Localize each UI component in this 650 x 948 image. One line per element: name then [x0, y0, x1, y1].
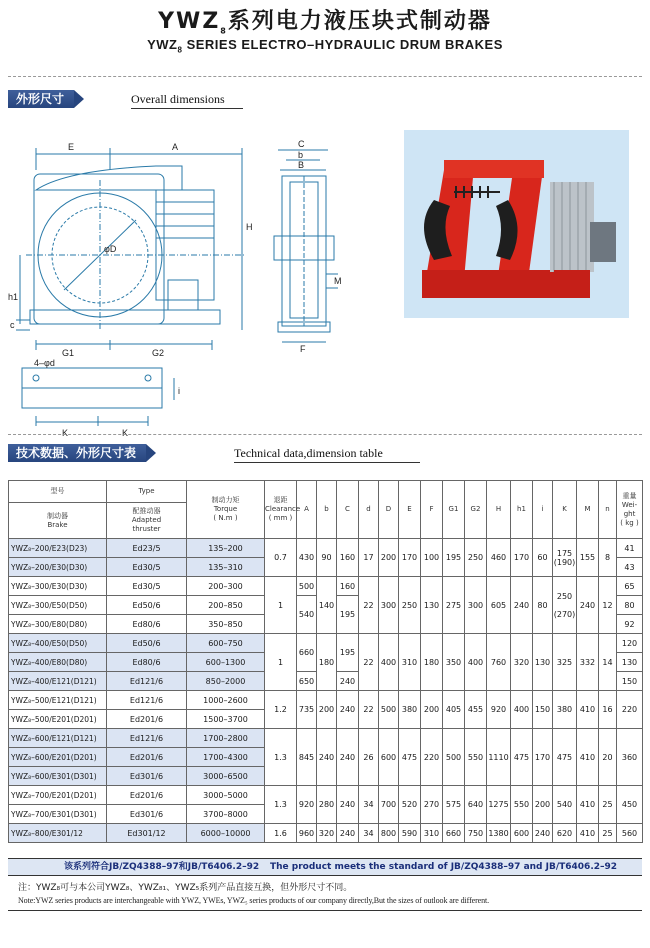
col-head-clearance: 退距 Clearance ( mm ) — [265, 481, 297, 539]
section-title-table: Technical data,dimension table — [234, 446, 420, 463]
table-cell: 135–200 — [187, 539, 265, 558]
table-cell: 240 — [337, 786, 359, 824]
table-cell: 600 — [379, 729, 399, 786]
table-cell: 200–300 — [187, 577, 265, 596]
table-cell: 150 — [617, 672, 643, 691]
table-cell: 560 — [617, 824, 643, 843]
table-cell: 310 — [399, 634, 421, 691]
table-cell: 400 — [465, 634, 487, 691]
table-cell: YWZ₈–300/E80(D80) — [9, 615, 107, 634]
table-cell: 600 — [511, 824, 533, 843]
col-head-brake: 制动器 Brake — [9, 503, 107, 539]
table-cell: 240 — [337, 729, 359, 786]
dim-label-f: F — [300, 344, 306, 354]
table-cell: 195 — [443, 539, 465, 577]
table-cell: 1 — [265, 577, 297, 634]
section-title-overall: Overall dimensions — [131, 92, 243, 109]
table-cell: 360 — [617, 729, 643, 786]
table-cell: YWZ₈–600/E301(D301) — [9, 767, 107, 786]
dim-label-i: i — [178, 386, 180, 396]
table-cell: 455 — [465, 691, 487, 729]
table-cell: 500 — [379, 691, 399, 729]
table-cell: 20 — [599, 729, 617, 786]
table-cell: 3000–6500 — [187, 767, 265, 786]
table-cell: 135–310 — [187, 558, 265, 577]
table-cell: 605 — [487, 577, 511, 634]
table-cell: 240 — [317, 729, 337, 786]
table-cell: 1275 — [487, 786, 511, 824]
table-cell: 280 — [317, 786, 337, 824]
dim-label-b-upper: B — [298, 160, 305, 170]
table-cell: YWZ₈–400/E121(D121) — [9, 672, 107, 691]
table-cell: 34 — [359, 786, 379, 824]
table-cell: 1110 — [487, 729, 511, 786]
table-cell: 26 — [359, 729, 379, 786]
table-cell: YWZ₈–300/E50(D50) — [9, 596, 107, 615]
table-cell: 150 — [533, 691, 553, 729]
table-cell: 130 — [421, 577, 443, 634]
table-cell: 80 — [533, 577, 553, 634]
table-cell: 410 — [577, 786, 599, 824]
table-cell: 200 — [421, 691, 443, 729]
table-cell: 320 — [511, 634, 533, 691]
table-cell: 250 — [465, 539, 487, 577]
table-cell: 1 — [265, 634, 297, 691]
table-cell: 575 — [443, 786, 465, 824]
table-cell: 25 — [599, 786, 617, 824]
table-cell: 540 — [297, 596, 317, 634]
table-cell: 660 — [297, 634, 317, 672]
table-cell: 16 — [599, 691, 617, 729]
col-head-thruster: 配推动器 Adapted thruster — [107, 503, 187, 539]
table-cell: 920 — [297, 786, 317, 824]
table-cell: 750 — [465, 824, 487, 843]
table-cell: YWZ₈–700/E301(D301) — [9, 805, 107, 824]
table-cell: 500 — [443, 729, 465, 786]
table-cell: Ed201/6 — [107, 786, 187, 805]
table-cell: 140 — [317, 577, 337, 634]
table-cell: 600–1300 — [187, 653, 265, 672]
table-cell: 80 — [617, 596, 643, 615]
table-cell: 475 — [511, 729, 533, 786]
dim-label-c-upper: C — [298, 139, 305, 149]
table-cell: YWZ₈–200/E23(D23) — [9, 539, 107, 558]
col-head-type: Type — [107, 481, 187, 503]
page-title-en: $YWZ_8$ SERIES ELECTRO–HYDRAULIC DRUM BRAKES — [147, 37, 503, 55]
table-cell: 540 — [553, 786, 577, 824]
table-cell: Ed30/5 — [107, 558, 187, 577]
table-cell: 250 — [399, 577, 421, 634]
table-cell: 120 — [617, 634, 643, 653]
table-cell: YWZ₈–500/E201(D201) — [9, 710, 107, 729]
table-cell: 1.2 — [265, 691, 297, 729]
table-cell: 735 — [297, 691, 317, 729]
table-cell: 240 — [533, 824, 553, 843]
table-cell: Ed50/6 — [107, 596, 187, 615]
table-cell: 460 — [487, 539, 511, 577]
table-cell: Ed121/6 — [107, 691, 187, 710]
table-cell: Ed50/6 — [107, 634, 187, 653]
table-cell: 845 — [297, 729, 317, 786]
table-cell: 400 — [379, 634, 399, 691]
table-cell: Ed30/5 — [107, 577, 187, 596]
dim-label-a: A — [172, 142, 179, 152]
table-cell: 12 — [599, 577, 617, 634]
table-cell: 700 — [379, 786, 399, 824]
col-head-f: F — [421, 481, 443, 539]
table-cell: YWZ₈–600/E201(D201) — [9, 748, 107, 767]
divider — [8, 434, 642, 435]
table-cell: 180 — [317, 634, 337, 691]
table-cell: 550 — [511, 786, 533, 824]
table-cell: YWZ₈–800/E301/12 — [9, 824, 107, 843]
table-cell: 500 — [297, 577, 317, 596]
table-cell: 200 — [379, 539, 399, 577]
table-cell: YWZ₈–400/E80(D80) — [9, 653, 107, 672]
table-cell: 300 — [379, 577, 399, 634]
standard-en: The product meets the standard of JB/ZQ4388–97 and JB/T6406.2–92 — [270, 862, 618, 872]
table-cell: Ed301/12 — [107, 824, 187, 843]
table-cell: 520 — [399, 786, 421, 824]
dim-label-g2: G2 — [152, 348, 165, 358]
table-cell: 22 — [359, 577, 379, 634]
table-cell: 220 — [617, 691, 643, 729]
col-head-torque: 制动力矩 Torque ( N.m ) — [187, 481, 265, 539]
table-cell: 1.6 — [265, 824, 297, 843]
table-cell: 22 — [359, 691, 379, 729]
table-cell: Ed301/6 — [107, 805, 187, 824]
table-cell: 620 — [553, 824, 577, 843]
table-cell: 800 — [379, 824, 399, 843]
table-cell: 200 — [317, 691, 337, 729]
table-cell: YWZ₈–600/E121(D121) — [9, 729, 107, 748]
table-row — [9, 691, 643, 710]
table-cell: 22 — [359, 634, 379, 691]
col-head-model: 型号 — [9, 481, 107, 503]
table-cell: Ed23/5 — [107, 539, 187, 558]
dim-label-k1: K — [62, 428, 69, 438]
section-tag-table: 技术数据、外形尺寸表 — [8, 444, 146, 462]
dim-label-h: H — [246, 222, 253, 232]
table-cell: 760 — [487, 634, 511, 691]
table-cell: 380 — [399, 691, 421, 729]
table-cell: 650 — [297, 672, 317, 691]
side-view-drawing — [268, 136, 348, 366]
standard-cn: 该系列符合JB/ZQ4388–97和JB/T6406.2–92 — [64, 862, 260, 872]
table-cell: 350 — [443, 634, 465, 691]
table-cell: 14 — [599, 634, 617, 691]
dim-label-k2: K — [122, 428, 129, 438]
table-cell: Ed121/6 — [107, 672, 187, 691]
table-cell: 34 — [359, 824, 379, 843]
dim-label-b-lower: b — [298, 150, 304, 160]
dim-label-d-holes: 4–φd — [34, 358, 55, 368]
dim-label-e: E — [68, 142, 75, 152]
table-cell: 600–750 — [187, 634, 265, 653]
table-cell: 160 — [337, 539, 359, 577]
table-cell: 240 — [337, 672, 359, 691]
table-cell: 8 — [599, 539, 617, 577]
table-cell: 410 — [577, 729, 599, 786]
col-head-g1: G1 — [443, 481, 465, 539]
table-cell: 6000–10000 — [187, 824, 265, 843]
table-cell: 155 — [577, 539, 599, 577]
page-title-cn: $YWZ_8$系列电力液压块式制动器 — [158, 9, 492, 36]
table-cell: 41 — [617, 539, 643, 558]
dim-label-g1: G1 — [62, 348, 75, 358]
table-cell: 65 — [617, 577, 643, 596]
section-tag-overall: 外形尺寸 — [8, 90, 74, 108]
table-cell: 17 — [359, 539, 379, 577]
table-row — [9, 539, 643, 558]
product-photo — [404, 130, 629, 318]
table-cell: 590 — [399, 824, 421, 843]
table-cell: Ed201/6 — [107, 710, 187, 729]
col-head-c: C — [337, 481, 359, 539]
table-cell: 200 — [533, 786, 553, 824]
table-cell: 325 — [553, 634, 577, 691]
col-head-k: K — [553, 481, 577, 539]
table-cell: 350–850 — [187, 615, 265, 634]
table-cell: 195 — [337, 634, 359, 672]
table-cell: 1.3 — [265, 786, 297, 824]
table-cell: Ed80/6 — [107, 653, 187, 672]
table-cell: YWZ₈–700/E201(D201) — [9, 786, 107, 805]
table-cell: 920 — [487, 691, 511, 729]
table-cell: 240 — [337, 691, 359, 729]
standard-banner — [8, 858, 642, 876]
table-cell: YWZ₈–500/E121(D121) — [9, 691, 107, 710]
table-cell: 1000–2600 — [187, 691, 265, 710]
table-cell: 180 — [421, 634, 443, 691]
table-cell: 240 — [577, 577, 599, 634]
col-head-h: H — [487, 481, 511, 539]
table-cell: 410 — [577, 824, 599, 843]
table-cell: Ed80/6 — [107, 615, 187, 634]
table-cell: 475 — [399, 729, 421, 786]
table-row — [9, 577, 643, 596]
dim-label-m: M — [334, 276, 342, 286]
table-cell: 0.7 — [265, 539, 297, 577]
table-cell: 300 — [465, 577, 487, 634]
table-cell: 1700–4300 — [187, 748, 265, 767]
table-cell: 270 — [421, 786, 443, 824]
table-cell: 550 — [465, 729, 487, 786]
table-cell: 240 — [511, 577, 533, 634]
table-cell: 175 (190) — [553, 539, 577, 577]
table-row — [9, 634, 643, 653]
table-cell: 275 — [443, 577, 465, 634]
table-cell: YWZ₈–400/E50(D50) — [9, 634, 107, 653]
col-head-n: n — [599, 481, 617, 539]
table-cell: 332 — [577, 634, 599, 691]
table-cell: 200–850 — [187, 596, 265, 615]
table-row — [9, 729, 643, 748]
table-row — [9, 824, 643, 843]
table-cell: 60 — [533, 539, 553, 577]
table-cell: 100 — [421, 539, 443, 577]
col-head-b: b — [317, 481, 337, 539]
col-head-i: i — [533, 481, 553, 539]
table-cell: 310 — [421, 824, 443, 843]
dim-label-d: φD — [104, 244, 117, 254]
table-cell: 1700–2800 — [187, 729, 265, 748]
table-cell: 380 — [553, 691, 577, 729]
table-cell: 400 — [511, 691, 533, 729]
table-cell: 92 — [617, 615, 643, 634]
table-cell: 450 — [617, 786, 643, 824]
col-head-h1: h1 — [511, 481, 533, 539]
table-cell: 430 — [297, 539, 317, 577]
col-head-g2: G2 — [465, 481, 487, 539]
table-cell: 960 — [297, 824, 317, 843]
table-cell: 475 — [553, 729, 577, 786]
table-cell: 3000–5000 — [187, 786, 265, 805]
col-head-m: M — [577, 481, 599, 539]
table-cell: 130 — [533, 634, 553, 691]
table-cell: 1500–3700 — [187, 710, 265, 729]
table-cell: 240 — [337, 824, 359, 843]
divider — [8, 76, 642, 77]
table-row — [9, 786, 643, 805]
table-cell: 3700–8000 — [187, 805, 265, 824]
note-cn: 注：YWZ₈可与本公司YWZ₈、YWZ₈₁、YWZ₅系列产品直接互换，但外形尺寸不同。 — [18, 883, 353, 893]
table-cell: 410 — [577, 691, 599, 729]
table-cell: 1380 — [487, 824, 511, 843]
table-cell: YWZ₈–200/E30(D30) — [9, 558, 107, 577]
note-en: Note:YWZ series products are interchangeable with YWZ, YWEs, YWZ₅ series products of our company directly,But the sizes of outlook are different. — [18, 896, 490, 905]
col-head-d-small: d — [359, 481, 379, 539]
table-cell: YWZ₈–300/E30(D30) — [9, 577, 107, 596]
col-head-d: D — [379, 481, 399, 539]
dim-label-h1: h1 — [8, 292, 19, 302]
col-head-weight: 重量 Wei- ght ( kg ) — [617, 481, 643, 539]
table-cell: 195 — [337, 596, 359, 634]
table-cell: 130 — [617, 653, 643, 672]
table-cell: 320 — [317, 824, 337, 843]
spec-table — [8, 480, 643, 843]
table-cell: 90 — [317, 539, 337, 577]
table-cell: 170 — [511, 539, 533, 577]
table-cell: Ed201/6 — [107, 748, 187, 767]
table-cell: 640 — [465, 786, 487, 824]
table-cell: Ed301/6 — [107, 767, 187, 786]
table-cell: 850–2000 — [187, 672, 265, 691]
table-cell: 25 — [599, 824, 617, 843]
col-head-e: E — [399, 481, 421, 539]
table-cell: 170 — [399, 539, 421, 577]
table-cell: 1.3 — [265, 729, 297, 786]
table-cell: 220 — [421, 729, 443, 786]
table-cell: 250 (270) — [553, 577, 577, 634]
col-head-a: A — [297, 481, 317, 539]
table-cell: 43 — [617, 558, 643, 577]
table-cell: 660 — [443, 824, 465, 843]
table-cell: 160 — [337, 577, 359, 596]
table-cell: 170 — [533, 729, 553, 786]
dim-label-c: c — [10, 320, 15, 330]
table-cell: Ed121/6 — [107, 729, 187, 748]
front-view-drawing — [6, 130, 266, 450]
table-cell: 405 — [443, 691, 465, 729]
